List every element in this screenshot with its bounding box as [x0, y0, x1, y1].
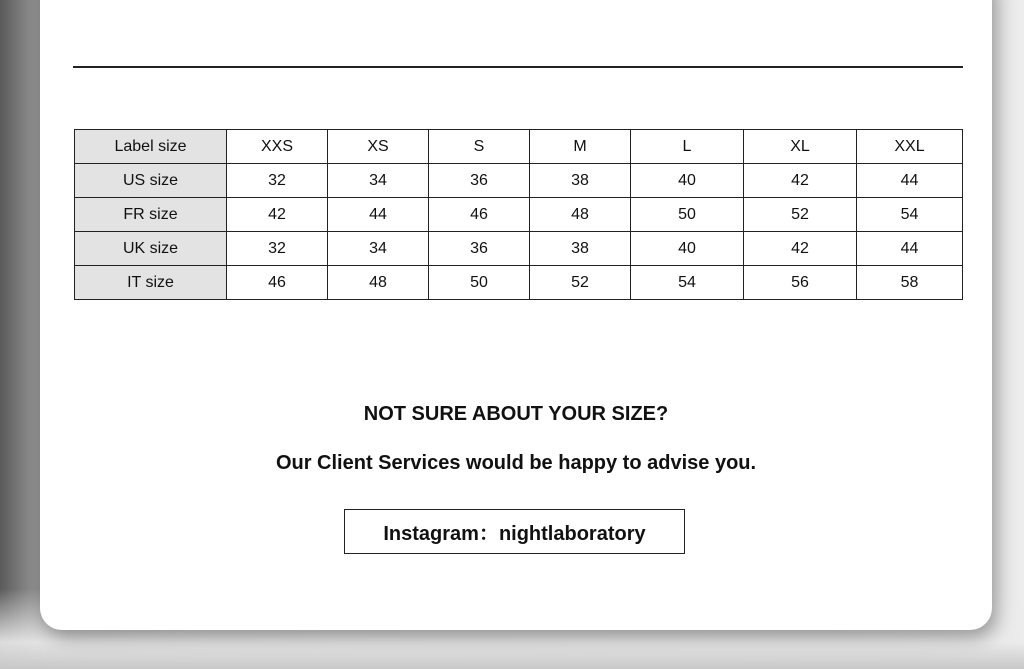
table-row	[75, 266, 963, 300]
row-label: IT size	[75, 266, 227, 300]
table-cell: 36	[429, 164, 530, 198]
column-header-xl: XL	[744, 130, 857, 164]
table-cell: 40	[631, 232, 744, 266]
table-cell: 44	[857, 232, 963, 266]
table-row	[75, 198, 963, 232]
table-cell: 42	[744, 232, 857, 266]
table-cell: 32	[227, 164, 328, 198]
table-cell: 54	[857, 198, 963, 232]
row-label: US size	[75, 164, 227, 198]
column-header-s: S	[429, 130, 530, 164]
column-header-l: L	[631, 130, 744, 164]
size-guide-card	[40, 0, 992, 630]
column-header-xs: XS	[328, 130, 429, 164]
table-cell: 50	[429, 266, 530, 300]
instagram-handle-text: Instagram：nightlaboratory	[383, 523, 646, 545]
table-cell: 46	[227, 266, 328, 300]
column-header-xxl: XXL	[857, 130, 963, 164]
table-cell: 58	[857, 266, 963, 300]
client-services-text: Our Client Services would be happy to advise you.	[275, 452, 757, 474]
table-cell: 46	[429, 198, 530, 232]
table-cell: 38	[530, 232, 631, 266]
size-question-heading: NOT SURE ABOUT YOUR SIZE?	[363, 403, 669, 425]
row-label: FR size	[75, 198, 227, 232]
table-row	[75, 164, 963, 198]
table-cell: 52	[744, 198, 857, 232]
table-cell: 34	[328, 232, 429, 266]
instagram-contact	[344, 509, 685, 554]
row-label: UK size	[75, 232, 227, 266]
table-cell: 50	[631, 198, 744, 232]
column-header-label-size: Label size	[75, 130, 227, 164]
table-cell: 38	[530, 164, 631, 198]
table-cell: 44	[857, 164, 963, 198]
table-cell: 36	[429, 232, 530, 266]
divider	[73, 66, 963, 68]
table-cell: 44	[328, 198, 429, 232]
table-cell: 42	[227, 198, 328, 232]
column-header-m: M	[530, 130, 631, 164]
table-cell: 32	[227, 232, 328, 266]
table-header-row	[75, 130, 963, 164]
column-header-xxs: XXS	[227, 130, 328, 164]
table-cell: 48	[328, 266, 429, 300]
table-cell: 52	[530, 266, 631, 300]
table-cell: 56	[744, 266, 857, 300]
table-cell: 34	[328, 164, 429, 198]
table-cell: 40	[631, 164, 744, 198]
table-cell: 42	[744, 164, 857, 198]
size-chart-table	[74, 129, 963, 300]
table-cell: 54	[631, 266, 744, 300]
table-cell: 48	[530, 198, 631, 232]
table-row	[75, 232, 963, 266]
